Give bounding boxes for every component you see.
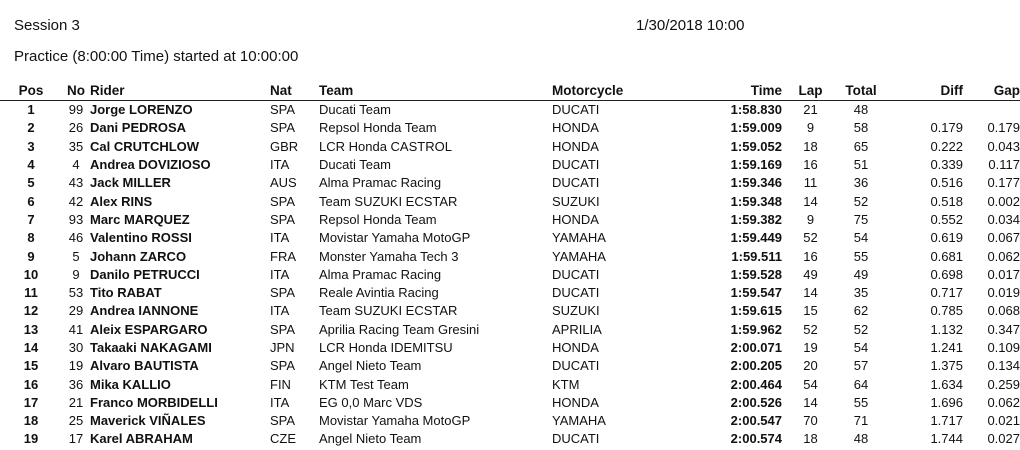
cell-pos: 5 (27, 175, 35, 191)
cell-gap: 0.067 (987, 230, 1020, 246)
cell-total: 49 (853, 266, 869, 282)
cell-no: 93 (68, 211, 84, 227)
cell-total: 48 (853, 102, 869, 118)
cell-rider: Maverick VIÑALES (90, 413, 206, 429)
cell-diff: 0.339 (930, 157, 963, 173)
col-header-no: No (62, 80, 90, 101)
cell-motorcycle: DUCATI (552, 157, 600, 173)
cell-nat: ITA (270, 303, 290, 319)
cell-team: Alma Pramac Racing (319, 175, 442, 191)
cell-diff: 0.222 (930, 138, 963, 154)
cell-pos: 10 (23, 266, 39, 282)
table-header-row (0, 80, 1020, 101)
cell-total: 71 (853, 413, 869, 429)
cell-time: 1:59.052 (730, 138, 782, 154)
table-row (0, 266, 1020, 284)
cell-rider: Andrea IANNONE (90, 303, 199, 319)
cell-total: 64 (853, 376, 869, 392)
cell-no: 5 (72, 248, 80, 264)
cell-rider: Andrea DOVIZIOSO (90, 157, 211, 173)
cell-time: 1:59.169 (730, 157, 782, 173)
cell-no: 43 (68, 175, 84, 191)
cell-rider: Franco MORBIDELLI (90, 394, 218, 410)
cell-rider: Valentino ROSSI (90, 230, 192, 246)
table-row (0, 156, 1020, 174)
col-header-time: Time (646, 80, 782, 101)
cell-motorcycle: APRILIA (552, 321, 602, 337)
cell-gap (963, 101, 1020, 120)
cell-gap: 0.043 (987, 138, 1020, 154)
cell-lap: 9 (806, 120, 815, 136)
cell-total: 52 (853, 193, 869, 209)
cell-gap: 0.021 (987, 413, 1020, 429)
cell-nat: SPA (270, 321, 296, 337)
table-row (0, 229, 1020, 247)
cell-lap: 16 (803, 157, 818, 173)
cell-no: 36 (68, 376, 84, 392)
col-header-gap: Gap (963, 80, 1020, 101)
cell-team: Movistar Yamaha MotoGP (319, 230, 471, 246)
cell-motorcycle: DUCATI (552, 102, 600, 118)
cell-team: Alma Pramac Racing (319, 266, 442, 282)
results-table (0, 80, 1020, 449)
col-header-team: Team (319, 80, 552, 101)
session-label: Session 3 (14, 17, 80, 34)
cell-motorcycle: HONDA (552, 340, 599, 355)
cell-rider: Johann ZARCO (90, 248, 187, 264)
cell-team: KTM Test Team (319, 376, 409, 392)
cell-gap: 0.179 (987, 120, 1020, 136)
cell-total: 55 (853, 394, 869, 410)
cell-time: 2:00.464 (730, 376, 782, 392)
cell-rider: Marc MARQUEZ (90, 211, 190, 227)
cell-diff: 1.241 (930, 340, 963, 355)
cell-time: 1:59.528 (730, 266, 782, 282)
cell-gap: 0.068 (987, 303, 1020, 319)
cell-lap: 9 (806, 211, 815, 227)
cell-gap: 0.062 (987, 394, 1020, 410)
cell-pos: 15 (23, 358, 39, 374)
cell-total: 48 (853, 431, 869, 447)
cell-diff: 1.744 (930, 431, 963, 447)
header-top-strip (0, 0, 980, 12)
cell-diff: 0.516 (930, 175, 963, 191)
col-header-pos: Pos (0, 80, 62, 101)
cell-diff (883, 101, 963, 120)
cell-rider: Alvaro BAUTISTA (90, 358, 199, 374)
cell-diff: 0.552 (930, 211, 963, 227)
cell-lap: 20 (803, 358, 818, 374)
cell-time: 2:00.574 (730, 431, 782, 447)
cell-lap: 16 (803, 248, 818, 264)
cell-lap: 18 (803, 138, 818, 154)
cell-pos: 11 (24, 285, 38, 301)
cell-pos: 17 (23, 394, 39, 410)
cell-pos: 3 (27, 138, 35, 154)
cell-team: LCR Honda CASTROL (319, 138, 452, 154)
cell-gap: 0.117 (988, 157, 1020, 173)
cell-gap: 0.109 (987, 340, 1020, 355)
cell-team: Angel Nieto Team (319, 431, 422, 447)
cell-motorcycle: DUCATI (552, 175, 600, 191)
cell-nat: ITA (270, 157, 290, 173)
cell-no: 9 (72, 266, 80, 282)
table-row (0, 247, 1020, 265)
cell-no: 99 (68, 102, 84, 118)
cell-lap: 49 (803, 266, 818, 282)
cell-rider: Tito RABAT (90, 285, 162, 301)
cell-rider: Takaaki NAKAGAMI (90, 340, 212, 355)
cell-rider: Cal CRUTCHLOW (90, 138, 200, 154)
cell-pos: 2 (27, 120, 35, 136)
table-row (0, 192, 1020, 210)
cell-time: 2:00.071 (730, 340, 782, 355)
cell-time: 1:59.547 (730, 285, 782, 301)
cell-team: Reale Avintia Racing (319, 285, 439, 301)
cell-lap: 70 (803, 413, 818, 429)
cell-time: 1:59.511 (731, 248, 782, 264)
cell-nat: SPA (270, 413, 296, 429)
cell-time: 1:59.962 (730, 321, 782, 337)
cell-nat: JPN (270, 340, 295, 355)
cell-rider: Jack MILLER (90, 175, 171, 191)
cell-nat: SPA (270, 102, 296, 118)
cell-nat: SPA (270, 358, 296, 374)
cell-no: 21 (68, 394, 84, 410)
cell-time: 1:59.348 (730, 193, 782, 209)
col-header-nat: Nat (270, 80, 319, 101)
cell-lap: 15 (803, 303, 818, 319)
cell-motorcycle: HONDA (552, 138, 599, 154)
cell-no: 29 (68, 303, 84, 319)
cell-pos: 9 (27, 248, 35, 264)
cell-lap: 52 (803, 321, 818, 337)
cell-time: 1:59.346 (730, 175, 782, 191)
cell-team: Ducati Team (319, 157, 392, 173)
cell-lap: 54 (803, 376, 818, 392)
table-row (0, 284, 1020, 302)
cell-gap: 0.347 (987, 321, 1020, 337)
cell-team: Angel Nieto Team (319, 358, 422, 374)
table-row (0, 211, 1020, 229)
cell-total: 75 (853, 211, 869, 227)
cell-diff: 1.132 (930, 321, 963, 337)
cell-nat: FIN (270, 376, 291, 392)
cell-total: 54 (853, 340, 869, 355)
table-row (0, 101, 1020, 120)
cell-nat: ITA (270, 230, 290, 246)
cell-rider: Jorge LORENZO (90, 102, 193, 118)
cell-diff: 0.698 (930, 266, 963, 282)
cell-lap: 21 (803, 102, 818, 118)
cell-motorcycle: SUZUKI (552, 303, 600, 319)
cell-motorcycle: HONDA (552, 211, 599, 227)
table-row (0, 321, 1020, 339)
cell-diff: 1.375 (930, 358, 963, 374)
cell-motorcycle: YAMAHA (552, 248, 606, 264)
table-row (0, 174, 1020, 192)
cell-nat: SPA (270, 211, 296, 227)
cell-team: LCR Honda IDEMITSU (319, 340, 453, 355)
practice-info: Practice (8:00:00 Time) started at 10:00:00 (14, 48, 299, 65)
cell-time: 1:58.830 (730, 102, 782, 118)
cell-motorcycle: YAMAHA (552, 230, 606, 246)
cell-nat: GBR (270, 138, 299, 154)
table-row (0, 339, 1020, 357)
cell-gap: 0.177 (987, 175, 1020, 191)
cell-pos: 7 (27, 211, 35, 227)
col-header-motorcycle: Motorcycle (552, 80, 646, 101)
cell-time: 1:59.009 (730, 120, 782, 136)
cell-motorcycle: DUCATI (552, 266, 600, 282)
cell-pos: 18 (23, 413, 39, 429)
cell-gap: 0.017 (987, 266, 1020, 282)
table-row (0, 357, 1020, 375)
cell-lap: 52 (803, 230, 818, 246)
session-datetime: 1/30/2018 10:00 (636, 17, 745, 34)
cell-gap: 0.259 (987, 376, 1020, 392)
cell-rider: Danilo PETRUCCI (90, 266, 200, 282)
cell-time: 1:59.615 (730, 303, 782, 319)
cell-pos: 8 (27, 230, 35, 246)
cell-motorcycle: DUCATI (552, 431, 600, 447)
cell-pos: 12 (23, 303, 39, 319)
cell-motorcycle: HONDA (552, 120, 599, 136)
results-body (0, 101, 1020, 449)
cell-time: 1:59.382 (730, 211, 782, 227)
cell-no: 30 (68, 340, 84, 355)
cell-diff: 1.696 (930, 394, 963, 410)
cell-no: 41 (68, 321, 84, 337)
cell-total: 51 (853, 157, 869, 173)
cell-motorcycle: YAMAHA (552, 413, 606, 429)
cell-motorcycle: DUCATI (552, 285, 600, 301)
cell-lap: 14 (803, 394, 818, 410)
cell-lap: 14 (803, 285, 818, 301)
cell-diff: 0.717 (930, 285, 963, 301)
cell-total: 58 (853, 120, 869, 136)
cell-team: Repsol Honda Team (319, 211, 437, 227)
cell-lap: 11 (803, 175, 818, 191)
table-row (0, 394, 1020, 412)
cell-nat: CZE (270, 431, 296, 447)
cell-pos: 1 (27, 102, 35, 118)
cell-total: 52 (853, 321, 869, 337)
cell-diff: 1.634 (930, 376, 963, 392)
cell-lap: 18 (803, 431, 818, 447)
col-header-rider: Rider (90, 80, 270, 101)
cell-no: 46 (68, 230, 84, 246)
table-row (0, 430, 1020, 448)
cell-no: 53 (68, 285, 84, 301)
cell-team: Ducati Team (319, 102, 392, 118)
cell-nat: SPA (270, 120, 296, 136)
cell-rider: Karel ABRAHAM (90, 431, 193, 447)
cell-pos: 14 (23, 340, 39, 355)
cell-total: 54 (853, 230, 869, 246)
cell-nat: ITA (270, 394, 290, 410)
cell-motorcycle: KTM (552, 376, 580, 392)
table-row (0, 138, 1020, 156)
cell-time: 2:00.547 (730, 413, 782, 429)
cell-no: 35 (68, 138, 84, 154)
cell-no: 4 (72, 157, 80, 173)
cell-nat: SPA (270, 193, 296, 209)
col-header-lap: Lap (782, 80, 839, 101)
cell-nat: AUS (270, 175, 297, 191)
table-row (0, 302, 1020, 320)
cell-gap: 0.019 (987, 285, 1020, 301)
cell-diff: 0.179 (930, 120, 963, 136)
cell-time: 2:00.205 (730, 358, 782, 374)
cell-no: 17 (68, 431, 84, 447)
col-header-total: Total (839, 80, 883, 101)
cell-motorcycle: HONDA (552, 394, 599, 410)
cell-no: 25 (68, 413, 84, 429)
cell-nat: FRA (270, 248, 296, 264)
cell-gap: 0.002 (987, 193, 1020, 209)
cell-no: 42 (68, 193, 84, 209)
cell-pos: 6 (27, 193, 35, 209)
cell-diff: 0.681 (930, 248, 963, 264)
cell-diff: 1.717 (930, 413, 963, 429)
cell-total: 62 (853, 303, 869, 319)
cell-gap: 0.034 (987, 211, 1020, 227)
cell-lap: 19 (803, 340, 818, 355)
cell-gap: 0.027 (987, 431, 1020, 447)
cell-team: Repsol Honda Team (319, 120, 437, 136)
cell-team: Movistar Yamaha MotoGP (319, 413, 471, 429)
cell-no: 26 (68, 120, 84, 136)
cell-pos: 4 (27, 157, 35, 173)
table-row (0, 375, 1020, 393)
cell-pos: 13 (23, 321, 39, 337)
cell-total: 36 (853, 175, 869, 191)
cell-nat: ITA (270, 266, 290, 282)
col-header-diff: Diff (883, 80, 963, 101)
cell-total: 55 (853, 248, 869, 264)
cell-team: Monster Yamaha Tech 3 (319, 248, 459, 264)
cell-rider: Dani PEDROSA (90, 120, 187, 136)
cell-gap: 0.062 (987, 248, 1020, 264)
cell-lap: 14 (803, 193, 818, 209)
cell-pos: 16 (23, 376, 39, 392)
cell-diff: 0.619 (930, 230, 963, 246)
cell-diff: 0.785 (930, 303, 963, 319)
cell-gap: 0.134 (987, 358, 1020, 374)
cell-total: 57 (853, 358, 869, 374)
cell-nat: SPA (270, 285, 296, 301)
cell-team: EG 0,0 Marc VDS (319, 394, 423, 410)
cell-total: 65 (853, 138, 869, 154)
cell-rider: Aleix ESPARGARO (90, 321, 208, 337)
cell-motorcycle: DUCATI (552, 358, 600, 374)
cell-total: 35 (853, 285, 869, 301)
cell-team: Team SUZUKI ECSTAR (319, 303, 458, 319)
table-row (0, 119, 1020, 137)
cell-no: 19 (68, 358, 84, 374)
cell-diff: 0.518 (930, 193, 963, 209)
cell-team: Team SUZUKI ECSTAR (319, 193, 458, 209)
cell-rider: Mika KALLIO (90, 376, 171, 392)
cell-time: 1:59.449 (730, 230, 782, 246)
cell-team: Aprilia Racing Team Gresini (319, 321, 480, 337)
cell-motorcycle: SUZUKI (552, 193, 600, 209)
table-row (0, 412, 1020, 430)
cell-time: 2:00.526 (730, 394, 782, 410)
cell-pos: 19 (23, 431, 39, 447)
cell-rider: Alex RINS (90, 193, 153, 209)
